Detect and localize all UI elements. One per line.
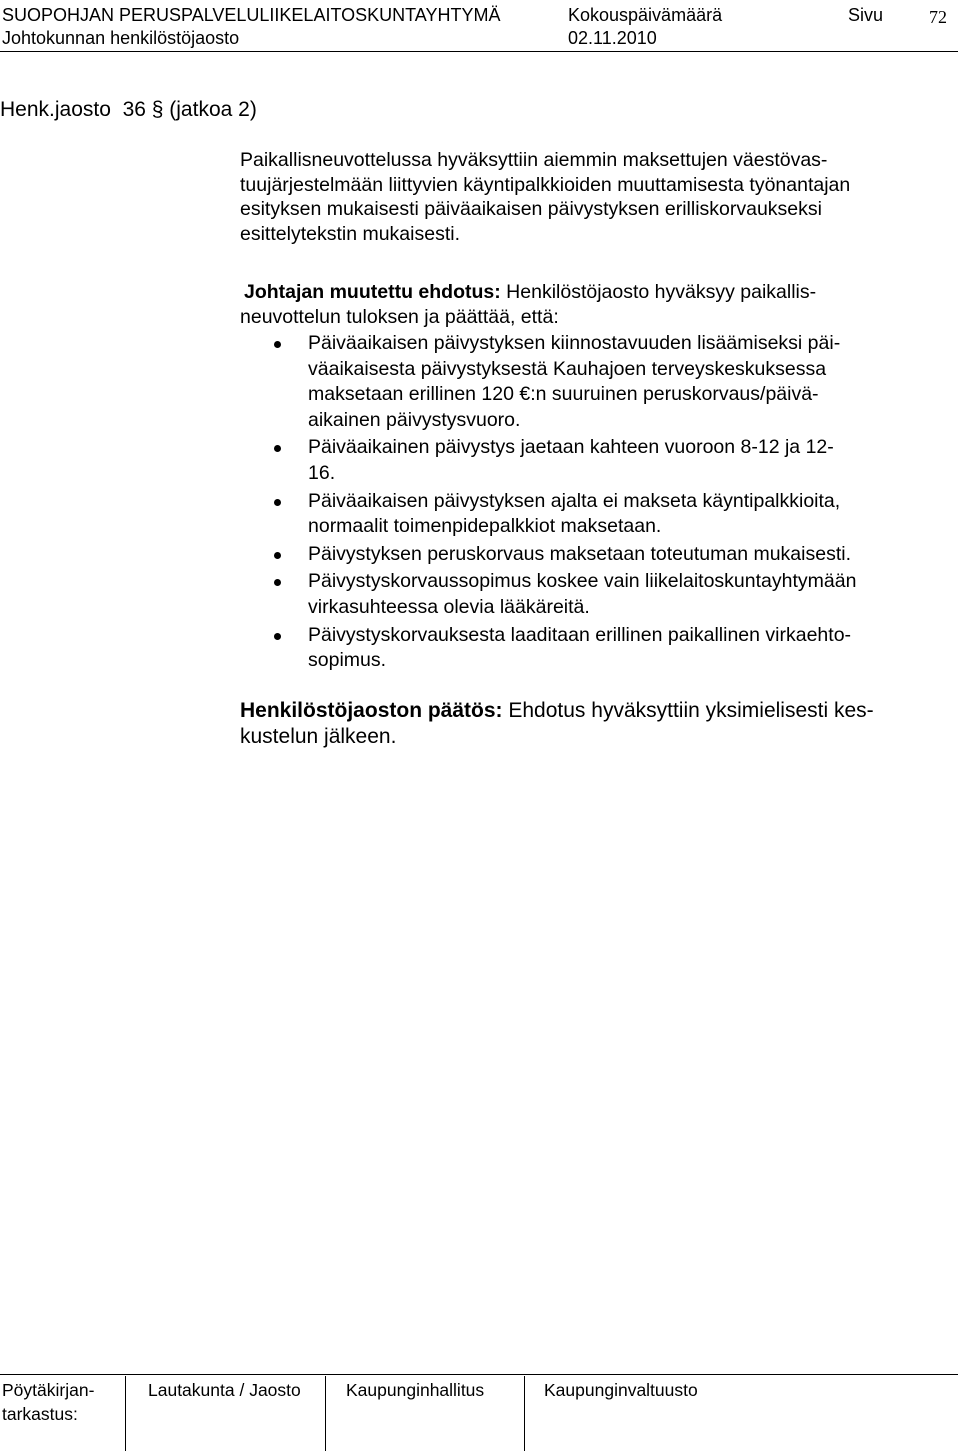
intro-paragraph — [240, 148, 850, 246]
council-signature-label: Kaupunginvaltuusto — [544, 1380, 698, 1400]
signature-footer — [0, 1376, 960, 1451]
list-item: Päiväaikaisen päivystyksen kiinnostavuuden lisäämiseksi päi- väaikaisesta päivystyksestä Kauhajoen terveyskeskuksessa maksetaan erillinen 120 €:n suuruinen peruskorvaus/päivä- aikainen päivystysvuoro. — [240, 331, 856, 433]
government-signature-label: Kaupunginhallitus — [346, 1380, 485, 1400]
intro-line: esityksen mukaisesti päiväaikaisen päivystyksen erilliskorvaukseksi — [240, 198, 822, 221]
page-number: 72 — [929, 7, 947, 27]
intro-line: Paikallisneuvottelussa hyväksyttiin aiemmin maksettujen väestövas- — [240, 149, 828, 171]
list-item: Päiväaikaisen päivystyksen ajalta ei makseta käyntipalkkioita, normaalit toimenpidepalkkiot maksetaan. — [240, 489, 856, 540]
footer-divider — [325, 1376, 326, 1451]
board-signature-label: Lautakunta / Jaosto — [148, 1380, 301, 1400]
list-item: Päivystyksen peruskorvaus maksetaan toteutuman mukaisesti. — [240, 542, 856, 568]
body-name: Johtokunnan henkilöstöjaosto — [2, 28, 240, 48]
page-label: Sivu — [848, 5, 884, 25]
date-label: Kokouspäivämäärä — [568, 5, 723, 25]
bullet-icon — [274, 552, 281, 559]
decision-text: Ehdotus hyväksyttiin yksimielisesti kes- — [502, 699, 874, 722]
decision-line: kustelun jälkeen. — [240, 725, 397, 748]
intro-line: esittelytekstin mukaisesti. — [240, 222, 460, 245]
proposal-line: neuvottelun tuloksen ja päättää, että: — [240, 306, 559, 328]
bullet-icon — [274, 579, 281, 586]
bullet-icon — [274, 499, 281, 506]
meeting-date: 02.11.2010 — [568, 28, 657, 48]
decision-paragraph — [240, 698, 874, 750]
intro-line: tuujärjestelmään liittyvien käyntipalkkioiden muuttamisesta työnantajan — [240, 173, 851, 196]
footer-divider — [125, 1376, 126, 1451]
decision-label: Henkilöstöjaoston päätös: — [240, 699, 503, 722]
footer-divider — [524, 1376, 525, 1451]
bullet-icon — [274, 445, 281, 452]
header-rule — [0, 51, 958, 52]
proposal-bullet-list — [240, 331, 856, 676]
footer-rule — [0, 1374, 958, 1375]
proposal-continuation — [240, 305, 559, 330]
bullet-icon — [274, 341, 281, 348]
proposal-paragraph — [244, 280, 816, 305]
bullet-icon — [274, 633, 281, 640]
section-title: Henk.jaosto 36 § (jatkoa 2) — [0, 98, 257, 121]
list-item: Päivystyskorvaussopimus koskee vain liikelaitoskuntayhtymään virkasuhteessa olevia lääkäreitä. — [240, 569, 856, 620]
list-item: Päivystyskorvauksesta laaditaan erillinen paikallinen virkaehto- sopimus. — [240, 623, 856, 674]
organization-name: SUOPOHJAN PERUSPALVELULIIKELAITOSKUNTAYHTYMÄ — [2, 5, 501, 25]
checker-label: Pöytäkirjan- tarkastus: — [2, 1380, 95, 1424]
list-item: Päiväaikainen päivystys jaetaan kahteen vuoroon 8-12 ja 12- 16. — [240, 435, 856, 486]
proposal-label: Johtajan muutettu ehdotus: — [244, 281, 501, 303]
proposal-text: Henkilöstöjaosto hyväksyy paikallis- — [500, 281, 817, 303]
